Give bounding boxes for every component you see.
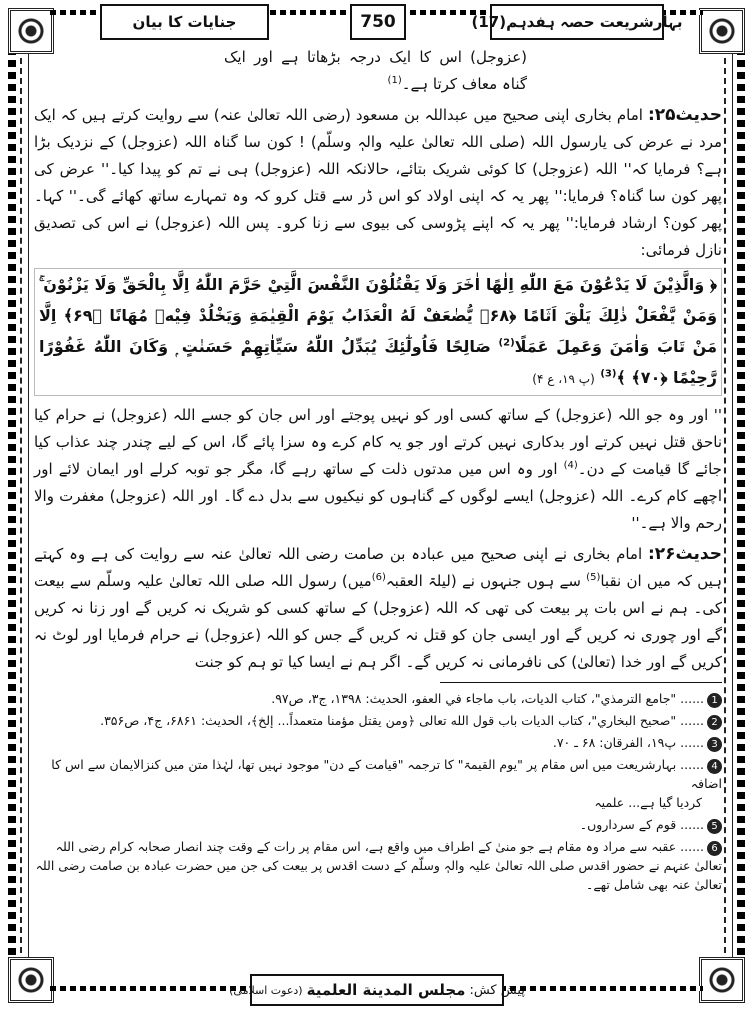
footnote-ref[interactable]: (3) [600, 368, 617, 380]
ornament-corner-bottom-right [699, 957, 745, 1003]
left-border-line [20, 48, 29, 963]
publisher-suffix: (دعوت اسلامی) [229, 983, 303, 997]
footnote-2: 2...... "صحيح البخاري"، كتاب الديات باب قول الله تعالى ﴿ومن يقتل مؤمنا متعمداً... إلخ﴾، الحديث: ۶۸۶۱، ج۴، ص۳۵۶. [34, 711, 722, 730]
footnote-ref[interactable]: (2) [498, 337, 515, 349]
quran-verse: يَّفْعَلْ ذٰلِكَ يَلْقَ اَثَامًا ﴿۶۸﴾ يُّضٰعَفْ لَهُ الْعَذَابُ يَوْمَ الْقِيٰمَةِ وَيَخْلُدْ فِيْهٖ مُهَانًا ﴿۶۹﴾ اِلَّا مَنْ تَابَ وَاٰمَنَ وَعَمِلَ عَمَلًا [39, 306, 717, 356]
footnote-ref[interactable]: (1) [387, 75, 402, 86]
footnote-ref[interactable]: (5) [586, 572, 601, 583]
quran-reference: (پ ۱۹، ع ۴) [532, 372, 595, 386]
page-number: 750 [360, 12, 396, 32]
hadith-26-label: حدیث۲۶: [647, 544, 722, 564]
hadith-25-paragraph: حدیث۲۵: امام بخاری اپنی صحیح میں عبداللہ بن مسعود (رضی اللہ تعالیٰ عنہ) سے روایت کرتے ہیں کہ ایک مرد نے عرض کی یارسول اللہ (صلی اللہ تعالیٰ علیہ والہٖ وسلّم) ! کون سا گناہ اللہ (عزوجل) کے نزدیک بڑا ہے؟ فرمایا کہ'' اللہ (عزوجل) کا کوئی شریک بتائے، حالانکہ اللہ (عزوجل) ہی نے تم کو پیدا کیا۔'' عرض کی پھر کون سا گناہ؟ فرمایا:'' پھر یہ کہ اپنی اولاد کو اس ڈر سے قتل کرو کہ وہ تمہارے ساتھ کھائے گی۔'' کہا۔ پھر کون؟ ارشاد فرمایا:'' پھر یہ کہ اپنے پڑوسی کی بیوی سے زنا کرو۔ پس اللہ (عزوجل) نے اس کی تصدیق نازل فرمائی: [34, 105, 723, 259]
right-bead-border [737, 48, 745, 963]
footnote-4-cont: کردیا گیا ہے... علمیہ [594, 795, 702, 810]
footnote-ref[interactable]: (6) [371, 572, 386, 583]
footnote-6-cont: اقدس صلی اللہ تعالیٰ علیہ والہٖ وسلّم کے دست اقدس پر بیعت کی جن میں حضرت عبادہ بن صامت رضی اللہ تعالیٰ عنہ بھی شامل تھے۔ [35, 858, 722, 892]
continuation-paragraph: (عزوجل) اس کا ایک درجہ بڑھاتا ہے اور ایک گناہ معاف کرتا ہے۔$^{(1)}$ [224, 48, 527, 93]
publisher-prefix: پیش کش: [469, 982, 525, 998]
quran-verse: ﴿ وَالَّذِيْنَ لَا يَدْعُوْنَ مَعَ اللّٰهِ اِلٰهًا اٰخَرَ وَلَا يَقْتُلُوْنَ النَّفْسَ الَّتِيْ حَرَّمَ اللّٰهُ اِلَّا بِالْحَقِّ وَلَا يَزْنُوْنَ ۚ وَمَنْ [39, 275, 718, 325]
publisher-banner [229, 974, 525, 1006]
hadith-26-paragraph: حدیث۲۶: امام بخاری نے اپنی صحیح میں عبادہ بن صامت رضی اللہ تعالیٰ عنہ سے روایت کی ہے وہ کہتے ہیں کہ میں ان نقبا$^{(5)}$ سے ہوں جنہوں نے (لیلۃ العقبہ$^{(6)}$میں) رسول اللہ صلی اللہ تعالیٰ علیہ وسلّم سے بیعت کی۔ ہم نے اس بات پر بیعت کی تھی کہ اللہ (عزوجل) کے ساتھ کسی کو شریک نہ کریں گے اور زنا نہ کریں گے اور چوری نہ کریں گے اور ایسی جان کو قتل نہ کریں گے جس کو اللہ (عزوجل) نے حرام فرمایا اور لوٹ نہ کریں گے اور خدا (تعالیٰ) کی نافرمانی نہ کریں گے۔ اگر ہم نے ایسا کیا تو ہم کو جنت [34, 544, 722, 671]
footnote-4: 4...... بہارشریعت میں اس مقام پر "یوم القیمۃ" کا ترجمہ "قیامت کے دن" موجود نہیں تھا، لہٰذا متن میں کنزالایمان سے اس کا اضافہ کردیا گیا ہے... علمیہ [34, 755, 722, 812]
quran-verse: صَالِحًا فَاُولٰٓئِكَ يُبَدِّلُ اللّٰهُ سَيِّاٰتِهِمْ حَسَنٰتٍ ۭ وَكَانَ اللّٰهُ غَفُوْرًا رَّحِيْمًا ﴿۷۰﴾ ﴾ [39, 337, 717, 387]
footnote-divider [440, 682, 722, 683]
footnote-ref[interactable]: (4) [563, 460, 578, 471]
book-title: بہارشریعت حصہ ہفدہم(17) [471, 13, 683, 31]
ornament-corner-bottom-left [8, 957, 54, 1003]
chapter-title: جنایات کا بیان [132, 13, 237, 31]
footnote-1: 1...... "جامع الترمذي"، كتاب الديات، باب ماجاء في العفو، الحديث: ۱۳۹۸، ج۳، ص۹۷. [34, 689, 722, 708]
footnote-6: 6...... عقبہ سے مراد وہ مقام ہے جو منیٰ کے اطراف میں واقع ہے، اس مقام پر رات کے وقت چند انصار صحابہ کرام رضی اللہ تعالیٰ عنہم نے حضور اقدس صلی اللہ تعالیٰ علیہ والہٖ وسلّم کے دست اقدس پر بیعت کی جن میں حضرت عبادہ بن صامت رضی اللہ تعالیٰ عنہ بھی شامل تھے۔ [35, 839, 722, 892]
quran-verse-box [34, 268, 722, 396]
hadith-25-label: حدیث۲۵: [647, 105, 722, 125]
book-title-box [471, 4, 683, 40]
page-number-box [350, 4, 406, 40]
chapter-title-box [100, 4, 269, 40]
left-bead-border [8, 48, 16, 963]
translation-paragraph: '' اور وہ جو اللہ (عزوجل) کے ساتھ کسی اور کو نہیں پوجتے اور اس جان کو جسے اللہ (عزوجل) نے حرام کیا ناحق قتل نہیں کرتے اور بدکاری نہیں کرتے اور جو یہ کام کرے وہ سزا پائے گا، اس کے لیے چندر چند عذاب کیا جائے گا قیامت کے دن۔$^{(4)}$ اور وہ اس میں مدتوں ذلت کے ساتھ رہے گا، مگر جو توبہ کرلے اور ایمان لائے اور اچھے کام کرے۔ اللہ (عزوجل) ایسے لوگوں کے گناہوں کو نیکیوں سے بدل دے گا۔ اور اللہ (عزوجل) مغفرت والا رحم والا ہے۔'' [34, 406, 722, 532]
page-content [34, 44, 722, 897]
right-border-line [724, 48, 733, 963]
publisher-name: مجلس المدينة العلمية [306, 981, 466, 999]
footnote-3: 3...... پ۱۹، الفرقان: ۶۸ ـ ۷۰. [34, 733, 722, 752]
footnote-5: 5...... قوم کے سرداروں۔ [34, 815, 722, 834]
